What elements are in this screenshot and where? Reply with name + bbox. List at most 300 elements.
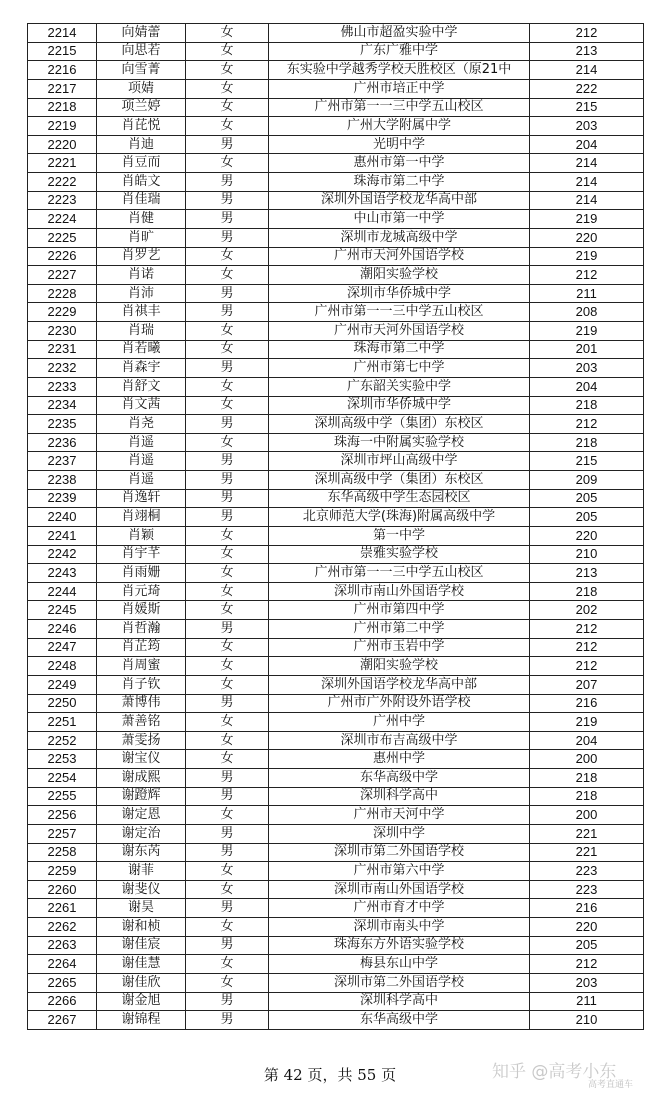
student-name-cell: 肖雨姗	[97, 564, 186, 583]
gender-cell: 女	[186, 582, 269, 601]
student-id-cell: 2218	[28, 98, 97, 117]
student-id-cell: 2234	[28, 396, 97, 415]
school-cell: 广州市第二中学	[269, 620, 530, 639]
table-row	[28, 843, 644, 862]
student-name-cell: 肖诺	[97, 266, 186, 285]
student-name-cell: 肖罗艺	[97, 247, 186, 266]
student-name-cell: 肖哲瀚	[97, 620, 186, 639]
score-cell: 220	[530, 526, 644, 545]
student-name-cell: 谢佳慧	[97, 955, 186, 974]
table-row	[28, 526, 644, 545]
page-footer: 第 42 页，共 55 页	[263, 1066, 397, 1084]
score-cell: 211	[530, 284, 644, 303]
table-row	[28, 973, 644, 992]
gender-cell: 男	[186, 787, 269, 806]
student-id-cell: 2253	[28, 750, 97, 769]
score-cell: 221	[530, 843, 644, 862]
school-cell: 广州市培正中学	[269, 79, 530, 98]
school-cell: 广州中学	[269, 713, 530, 732]
student-name-cell: 萧博伟	[97, 694, 186, 713]
student-id-cell: 2247	[28, 638, 97, 657]
student-id-cell: 2243	[28, 564, 97, 583]
school-cell: 广州市天河外国语学校	[269, 247, 530, 266]
student-id-cell: 2266	[28, 992, 97, 1011]
table-row	[28, 564, 644, 583]
school-cell: 深圳科学高中	[269, 787, 530, 806]
student-name-cell: 肖宇芊	[97, 545, 186, 564]
student-id-cell: 2250	[28, 694, 97, 713]
student-name-cell: 肖遥	[97, 452, 186, 471]
score-cell: 204	[530, 377, 644, 396]
gender-cell: 女	[186, 638, 269, 657]
table-row	[28, 508, 644, 527]
school-cell: 惠州中学	[269, 750, 530, 769]
score-cell: 219	[530, 713, 644, 732]
gender-cell: 女	[186, 918, 269, 937]
score-cell: 213	[530, 564, 644, 583]
gender-cell: 男	[186, 620, 269, 639]
student-name-cell: 谢成熙	[97, 769, 186, 788]
gender-cell: 女	[186, 750, 269, 769]
score-cell: 200	[530, 750, 644, 769]
score-cell: 212	[530, 415, 644, 434]
student-name-cell: 谢和桢	[97, 918, 186, 937]
student-id-cell: 2220	[28, 135, 97, 154]
student-id-cell: 2225	[28, 228, 97, 247]
table-row	[28, 61, 644, 80]
student-name-cell: 肖祺丰	[97, 303, 186, 322]
table-row	[28, 266, 644, 285]
student-name-cell: 谢斐仪	[97, 880, 186, 899]
table-row	[28, 731, 644, 750]
score-cell: 218	[530, 787, 644, 806]
gender-cell: 女	[186, 731, 269, 750]
school-cell: 广州市第七中学	[269, 359, 530, 378]
score-cell: 200	[530, 806, 644, 825]
school-cell: 光明中学	[269, 135, 530, 154]
gender-cell: 男	[186, 489, 269, 508]
score-cell: 212	[530, 24, 644, 43]
gender-cell: 男	[186, 228, 269, 247]
student-id-cell: 2237	[28, 452, 97, 471]
student-name-cell: 肖子钦	[97, 675, 186, 694]
score-cell: 203	[530, 359, 644, 378]
gender-cell: 女	[186, 526, 269, 545]
student-id-cell: 2261	[28, 899, 97, 918]
student-name-cell: 肖舒文	[97, 377, 186, 396]
school-cell: 深圳市坪山高级中学	[269, 452, 530, 471]
school-cell: 北京师范大学(珠海)附属高级中学	[269, 508, 530, 527]
gender-cell: 女	[186, 266, 269, 285]
table-row	[28, 787, 644, 806]
watermark-text: 知乎 @高考小东	[492, 1062, 617, 1082]
table-row	[28, 173, 644, 192]
student-name-cell: 项兰婷	[97, 98, 186, 117]
score-cell: 214	[530, 173, 644, 192]
student-name-cell: 向婧蕾	[97, 24, 186, 43]
student-name-cell: 谢佳欣	[97, 973, 186, 992]
score-cell: 214	[530, 191, 644, 210]
student-id-cell: 2257	[28, 824, 97, 843]
table-row	[28, 191, 644, 210]
score-cell: 223	[530, 880, 644, 899]
score-cell: 212	[530, 657, 644, 676]
school-cell: 东实验中学越秀学校天胜校区（原21中	[269, 61, 530, 80]
student-id-cell: 2238	[28, 471, 97, 490]
school-cell: 深圳中学	[269, 824, 530, 843]
table-row	[28, 582, 644, 601]
student-name-cell: 肖芘悦	[97, 117, 186, 136]
gender-cell: 女	[186, 545, 269, 564]
student-id-cell: 2239	[28, 489, 97, 508]
score-cell: 211	[530, 992, 644, 1011]
student-id-cell: 2264	[28, 955, 97, 974]
gender-cell: 男	[186, 769, 269, 788]
student-id-cell: 2249	[28, 675, 97, 694]
school-cell: 深圳科学高中	[269, 992, 530, 1011]
gender-cell: 女	[186, 396, 269, 415]
school-cell: 深圳外国语学校龙华高中部	[269, 675, 530, 694]
gender-cell: 女	[186, 247, 269, 266]
table-row	[28, 471, 644, 490]
student-id-cell: 2216	[28, 61, 97, 80]
gender-cell: 女	[186, 24, 269, 43]
student-id-cell: 2242	[28, 545, 97, 564]
gender-cell: 女	[186, 117, 269, 136]
school-cell: 深圳市南头中学	[269, 918, 530, 937]
gender-cell: 女	[186, 433, 269, 452]
score-cell: 212	[530, 638, 644, 657]
student-id-cell: 2256	[28, 806, 97, 825]
gender-cell: 男	[186, 508, 269, 527]
student-id-cell: 2246	[28, 620, 97, 639]
student-id-cell: 2245	[28, 601, 97, 620]
gender-cell: 女	[186, 377, 269, 396]
student-id-cell: 2222	[28, 173, 97, 192]
student-id-cell: 2248	[28, 657, 97, 676]
student-id-cell: 2217	[28, 79, 97, 98]
table-row	[28, 750, 644, 769]
score-cell: 223	[530, 862, 644, 881]
score-cell: 210	[530, 1011, 644, 1030]
school-cell: 深圳市第二外国语学校	[269, 843, 530, 862]
gender-cell: 女	[186, 806, 269, 825]
school-cell: 广州市第四中学	[269, 601, 530, 620]
student-name-cell: 肖健	[97, 210, 186, 229]
school-cell: 广州大学附属中学	[269, 117, 530, 136]
gender-cell: 男	[186, 936, 269, 955]
school-cell: 第一中学	[269, 526, 530, 545]
table-row	[28, 899, 644, 918]
gender-cell: 女	[186, 955, 269, 974]
school-cell: 潮阳实验学校	[269, 266, 530, 285]
table-row	[28, 117, 644, 136]
student-id-cell: 2254	[28, 769, 97, 788]
table-row	[28, 42, 644, 61]
gender-cell: 男	[186, 843, 269, 862]
student-name-cell: 向思若	[97, 42, 186, 61]
gender-cell: 女	[186, 98, 269, 117]
score-cell: 209	[530, 471, 644, 490]
school-cell: 珠海市第二中学	[269, 340, 530, 359]
student-id-cell: 2263	[28, 936, 97, 955]
score-cell: 219	[530, 210, 644, 229]
gender-cell: 男	[186, 303, 269, 322]
school-cell: 潮阳实验学校	[269, 657, 530, 676]
gender-cell: 女	[186, 79, 269, 98]
gender-cell: 男	[186, 135, 269, 154]
score-cell: 214	[530, 61, 644, 80]
student-name-cell: 项婧	[97, 79, 186, 98]
gender-cell: 男	[186, 452, 269, 471]
table-row	[28, 452, 644, 471]
table-row	[28, 303, 644, 322]
table-row	[28, 340, 644, 359]
score-cell: 203	[530, 117, 644, 136]
gender-cell: 男	[186, 824, 269, 843]
score-cell: 215	[530, 452, 644, 471]
school-cell: 广东韶关实验中学	[269, 377, 530, 396]
school-cell: 梅县东山中学	[269, 955, 530, 974]
student-name-cell: 肖遥	[97, 471, 186, 490]
score-cell: 212	[530, 266, 644, 285]
table-row	[28, 880, 644, 899]
score-cell: 220	[530, 918, 644, 937]
table-row	[28, 657, 644, 676]
table-row	[28, 247, 644, 266]
student-name-cell: 肖瑞	[97, 322, 186, 341]
school-cell: 深圳市第二外国语学校	[269, 973, 530, 992]
school-cell: 珠海一中附属实验学校	[269, 433, 530, 452]
table-row	[28, 154, 644, 173]
student-name-cell: 肖沛	[97, 284, 186, 303]
school-cell: 东华高级中学生态园校区	[269, 489, 530, 508]
score-cell: 216	[530, 899, 644, 918]
score-cell: 201	[530, 340, 644, 359]
score-cell: 204	[530, 731, 644, 750]
table-row	[28, 545, 644, 564]
student-name-cell: 肖芷筠	[97, 638, 186, 657]
table-row	[28, 284, 644, 303]
score-cell: 218	[530, 769, 644, 788]
student-name-cell: 向雪菁	[97, 61, 186, 80]
school-cell: 广州市第一一三中学五山校区	[269, 564, 530, 583]
student-id-cell: 2251	[28, 713, 97, 732]
score-cell: 222	[530, 79, 644, 98]
table-row	[28, 135, 644, 154]
table-row	[28, 918, 644, 937]
student-id-cell: 2252	[28, 731, 97, 750]
student-name-cell: 肖迪	[97, 135, 186, 154]
gender-cell: 男	[186, 471, 269, 490]
student-name-cell: 谢蹬辉	[97, 787, 186, 806]
school-cell: 东华高级中学	[269, 769, 530, 788]
school-cell: 惠州市第一中学	[269, 154, 530, 173]
gender-cell: 女	[186, 322, 269, 341]
table-row	[28, 433, 644, 452]
school-cell: 广东广雅中学	[269, 42, 530, 61]
table-row	[28, 322, 644, 341]
school-cell: 深圳市龙城高级中学	[269, 228, 530, 247]
school-cell: 广州市第一一三中学五山校区	[269, 98, 530, 117]
table-row	[28, 936, 644, 955]
student-id-cell: 2224	[28, 210, 97, 229]
gender-cell: 男	[186, 210, 269, 229]
gender-cell: 女	[186, 154, 269, 173]
student-name-cell: 肖若曦	[97, 340, 186, 359]
student-name-cell: 肖皓文	[97, 173, 186, 192]
student-name-cell: 谢定治	[97, 824, 186, 843]
gender-cell: 女	[186, 601, 269, 620]
score-cell: 219	[530, 247, 644, 266]
table-row	[28, 620, 644, 639]
student-id-cell: 2227	[28, 266, 97, 285]
table-row	[28, 675, 644, 694]
score-cell: 207	[530, 675, 644, 694]
student-id-cell: 2231	[28, 340, 97, 359]
school-cell: 珠海东方外语实验学校	[269, 936, 530, 955]
student-name-cell: 谢昊	[97, 899, 186, 918]
score-cell: 215	[530, 98, 644, 117]
table-row	[28, 806, 644, 825]
score-cell: 213	[530, 42, 644, 61]
table-row	[28, 24, 644, 43]
admission-roster-table	[27, 23, 644, 1030]
school-cell: 深圳市南山外国语学校	[269, 582, 530, 601]
student-name-cell: 肖森宇	[97, 359, 186, 378]
table-row	[28, 694, 644, 713]
gender-cell: 女	[186, 973, 269, 992]
student-id-cell: 2241	[28, 526, 97, 545]
table-row	[28, 955, 644, 974]
student-id-cell: 2233	[28, 377, 97, 396]
school-cell: 广州市育才中学	[269, 899, 530, 918]
student-name-cell: 肖旷	[97, 228, 186, 247]
score-cell: 205	[530, 936, 644, 955]
score-cell: 203	[530, 973, 644, 992]
score-cell: 205	[530, 508, 644, 527]
school-cell: 广州市天河外国语学校	[269, 322, 530, 341]
score-cell: 205	[530, 489, 644, 508]
school-cell: 深圳高级中学（集团）东校区	[269, 415, 530, 434]
gender-cell: 女	[186, 657, 269, 676]
school-cell: 佛山市超盈实验中学	[269, 24, 530, 43]
school-cell: 东华高级中学	[269, 1011, 530, 1030]
school-cell: 崇雅实验学校	[269, 545, 530, 564]
school-cell: 广州市玉岩中学	[269, 638, 530, 657]
student-id-cell: 2232	[28, 359, 97, 378]
school-cell: 深圳市南山外国语学校	[269, 880, 530, 899]
score-cell: 204	[530, 135, 644, 154]
student-id-cell: 2259	[28, 862, 97, 881]
score-cell: 202	[530, 601, 644, 620]
student-id-cell: 2235	[28, 415, 97, 434]
school-cell: 深圳市华侨城中学	[269, 396, 530, 415]
table-row	[28, 415, 644, 434]
student-id-cell: 2214	[28, 24, 97, 43]
student-name-cell: 谢菲	[97, 862, 186, 881]
score-cell: 220	[530, 228, 644, 247]
table-row	[28, 489, 644, 508]
table-row	[28, 79, 644, 98]
school-cell: 广州市第六中学	[269, 862, 530, 881]
student-id-cell: 2219	[28, 117, 97, 136]
student-id-cell: 2265	[28, 973, 97, 992]
table-row	[28, 98, 644, 117]
student-name-cell: 肖尧	[97, 415, 186, 434]
score-cell: 212	[530, 955, 644, 974]
student-id-cell: 2221	[28, 154, 97, 173]
gender-cell: 男	[186, 359, 269, 378]
table-row	[28, 638, 644, 657]
gender-cell: 女	[186, 713, 269, 732]
student-id-cell: 2226	[28, 247, 97, 266]
score-cell: 221	[530, 824, 644, 843]
score-cell: 216	[530, 694, 644, 713]
score-cell: 212	[530, 620, 644, 639]
gender-cell: 女	[186, 61, 269, 80]
student-name-cell: 萧雯扬	[97, 731, 186, 750]
table-row	[28, 769, 644, 788]
table-row	[28, 862, 644, 881]
school-cell: 深圳外国语学校龙华高中部	[269, 191, 530, 210]
school-cell: 广州市广外附设外语学校	[269, 694, 530, 713]
student-id-cell: 2228	[28, 284, 97, 303]
student-name-cell: 谢佳宸	[97, 936, 186, 955]
score-cell: 214	[530, 154, 644, 173]
school-cell: 珠海市第二中学	[269, 173, 530, 192]
school-cell: 中山市第一中学	[269, 210, 530, 229]
student-name-cell: 肖豆而	[97, 154, 186, 173]
school-cell: 广州市第一一三中学五山校区	[269, 303, 530, 322]
gender-cell: 女	[186, 675, 269, 694]
gender-cell: 女	[186, 340, 269, 359]
student-name-cell: 肖翊桐	[97, 508, 186, 527]
student-name-cell: 肖周蜜	[97, 657, 186, 676]
school-cell: 广州市天河中学	[269, 806, 530, 825]
table-row	[28, 359, 644, 378]
table-row	[28, 713, 644, 732]
table-row	[28, 396, 644, 415]
student-id-cell: 2255	[28, 787, 97, 806]
score-cell: 208	[530, 303, 644, 322]
gender-cell: 女	[186, 862, 269, 881]
table-row	[28, 210, 644, 229]
student-name-cell: 肖逸轩	[97, 489, 186, 508]
student-id-cell: 2260	[28, 880, 97, 899]
student-id-cell: 2267	[28, 1011, 97, 1030]
school-cell: 深圳高级中学（集团）东校区	[269, 471, 530, 490]
student-name-cell: 萧善铭	[97, 713, 186, 732]
student-name-cell: 谢宝仪	[97, 750, 186, 769]
student-name-cell: 肖颖	[97, 526, 186, 545]
student-id-cell: 2258	[28, 843, 97, 862]
gender-cell: 男	[186, 284, 269, 303]
score-cell: 218	[530, 396, 644, 415]
gender-cell: 男	[186, 899, 269, 918]
table-row	[28, 1011, 644, 1030]
student-id-cell: 2244	[28, 582, 97, 601]
student-id-cell: 2223	[28, 191, 97, 210]
student-name-cell: 谢锦程	[97, 1011, 186, 1030]
table-row	[28, 992, 644, 1011]
gender-cell: 男	[186, 1011, 269, 1030]
student-name-cell: 肖佳瑞	[97, 191, 186, 210]
score-cell: 210	[530, 545, 644, 564]
student-name-cell: 肖遥	[97, 433, 186, 452]
gender-cell: 男	[186, 694, 269, 713]
student-name-cell: 谢金旭	[97, 992, 186, 1011]
